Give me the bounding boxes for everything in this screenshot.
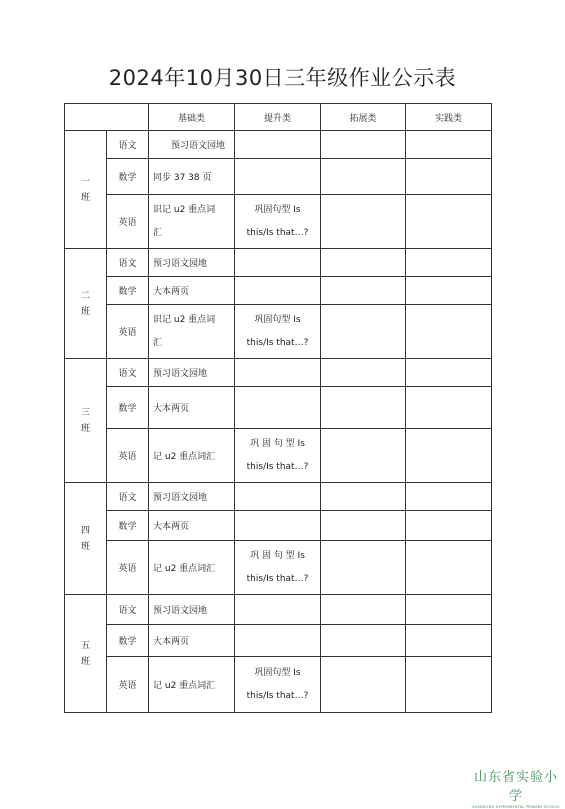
- basic-cell: 大本两页: [149, 625, 235, 657]
- homework-table: [64, 103, 492, 713]
- extend-cell: [321, 657, 406, 713]
- extend-cell: [321, 625, 406, 657]
- subject-cell: 语文: [107, 595, 149, 625]
- basic-cell: 大本两页: [149, 277, 235, 305]
- extend-cell: [321, 359, 406, 387]
- class-label-4: 四 班: [65, 483, 107, 595]
- table-row: [65, 249, 492, 277]
- extend-cell: [321, 195, 406, 249]
- improve-cell: [235, 595, 321, 625]
- subject-cell: 数学: [107, 511, 149, 541]
- practice-cell: [406, 657, 492, 713]
- table-row: [65, 483, 492, 511]
- improve-cell: [235, 277, 321, 305]
- subject-cell: 语文: [107, 359, 149, 387]
- basic-cell: 预习语文园地: [149, 249, 235, 277]
- class-label-1: 一 班: [65, 131, 107, 249]
- subject-cell: 英语: [107, 657, 149, 713]
- subject-cell: 数学: [107, 387, 149, 429]
- subject-cell: 语文: [107, 131, 149, 159]
- table-row: [65, 511, 492, 541]
- table-row: [65, 625, 492, 657]
- subject-cell: 英语: [107, 429, 149, 483]
- header-practice: 实践类: [406, 104, 492, 131]
- subject-cell: 语文: [107, 483, 149, 511]
- practice-cell: [406, 277, 492, 305]
- extend-cell: [321, 595, 406, 625]
- header-blank-cell: [65, 104, 149, 131]
- table-row: [65, 277, 492, 305]
- extend-cell: [321, 305, 406, 359]
- school-logo-name: 山东省实验小学: [473, 770, 558, 804]
- basic-cell: 大本两页: [149, 511, 235, 541]
- improve-cell: 巩固句型 Is this/Is that…?: [235, 195, 321, 249]
- improve-cell: 巩固句型 Is this/Is that…?: [235, 305, 321, 359]
- class-label-2: 二 班: [65, 249, 107, 359]
- extend-cell: [321, 429, 406, 483]
- practice-cell: [406, 305, 492, 359]
- improve-cell: [235, 131, 321, 159]
- class-label-3: 三 班: [65, 359, 107, 483]
- table-row: [65, 359, 492, 387]
- subject-cell: 数学: [107, 159, 149, 195]
- extend-cell: [321, 511, 406, 541]
- table-row: [65, 159, 492, 195]
- improve-cell: [235, 511, 321, 541]
- basic-cell: 预习语文园地: [149, 483, 235, 511]
- page-title: 2024年10月30日三年级作业公示表: [108, 66, 457, 90]
- extend-cell: [321, 277, 406, 305]
- improve-cell: [235, 159, 321, 195]
- improve-cell: [235, 625, 321, 657]
- table-row: [65, 657, 492, 713]
- basic-cell: 预习语文园地: [149, 359, 235, 387]
- improve-cell: [235, 249, 321, 277]
- improve-cell: 巩 固 句 型 Is this/Is that…?: [235, 429, 321, 483]
- improve-cell: [235, 483, 321, 511]
- extend-cell: [321, 159, 406, 195]
- extend-cell: [321, 249, 406, 277]
- practice-cell: [406, 131, 492, 159]
- practice-cell: [406, 159, 492, 195]
- practice-cell: [406, 359, 492, 387]
- improve-cell: [235, 387, 321, 429]
- practice-cell: [406, 429, 492, 483]
- table-row: [65, 541, 492, 595]
- improve-cell: 巩 固 句 型 Is this/Is that…?: [235, 541, 321, 595]
- table-row: [65, 305, 492, 359]
- extend-cell: [321, 131, 406, 159]
- practice-cell: [406, 249, 492, 277]
- practice-cell: [406, 387, 492, 429]
- extend-cell: [321, 541, 406, 595]
- table-row: [65, 131, 492, 159]
- subject-cell: 英语: [107, 305, 149, 359]
- basic-cell: 同步 37 38 页: [149, 159, 235, 195]
- subject-cell: 语文: [107, 249, 149, 277]
- header-basic: 基础类: [149, 104, 235, 131]
- practice-cell: [406, 483, 492, 511]
- basic-cell: 识记 u2 重点词 汇: [149, 195, 235, 249]
- improve-cell: [235, 359, 321, 387]
- table-row: [65, 387, 492, 429]
- extend-cell: [321, 387, 406, 429]
- school-logo: [470, 766, 562, 809]
- school-logo-subtitle: SHANDONG EXPERIMENTAL PRIMARY SCHOOL: [472, 805, 560, 809]
- subject-cell: 英语: [107, 195, 149, 249]
- class-label-5: 五 班: [65, 595, 107, 713]
- basic-cell: 预习语文园地: [149, 131, 235, 159]
- table-row: [65, 195, 492, 249]
- practice-cell: [406, 195, 492, 249]
- table-header-row: [65, 104, 492, 131]
- basic-cell: 记 u2 重点词汇: [149, 541, 235, 595]
- basic-cell: 记 u2 重点词汇: [149, 657, 235, 713]
- subject-cell: 数学: [107, 625, 149, 657]
- basic-cell: 预习语文园地: [149, 595, 235, 625]
- table-row: [65, 429, 492, 483]
- improve-cell: 巩固句型 Is this/Is that…?: [235, 657, 321, 713]
- header-extend: 拓展类: [321, 104, 406, 131]
- subject-cell: 数学: [107, 277, 149, 305]
- basic-cell: 识记 u2 重点词 汇: [149, 305, 235, 359]
- basic-cell: 记 u2 重点词汇: [149, 429, 235, 483]
- practice-cell: [406, 625, 492, 657]
- practice-cell: [406, 511, 492, 541]
- extend-cell: [321, 483, 406, 511]
- practice-cell: [406, 541, 492, 595]
- practice-cell: [406, 595, 492, 625]
- header-improve: 提升类: [235, 104, 321, 131]
- subject-cell: 英语: [107, 541, 149, 595]
- basic-cell: 大本两页: [149, 387, 235, 429]
- table-row: [65, 595, 492, 625]
